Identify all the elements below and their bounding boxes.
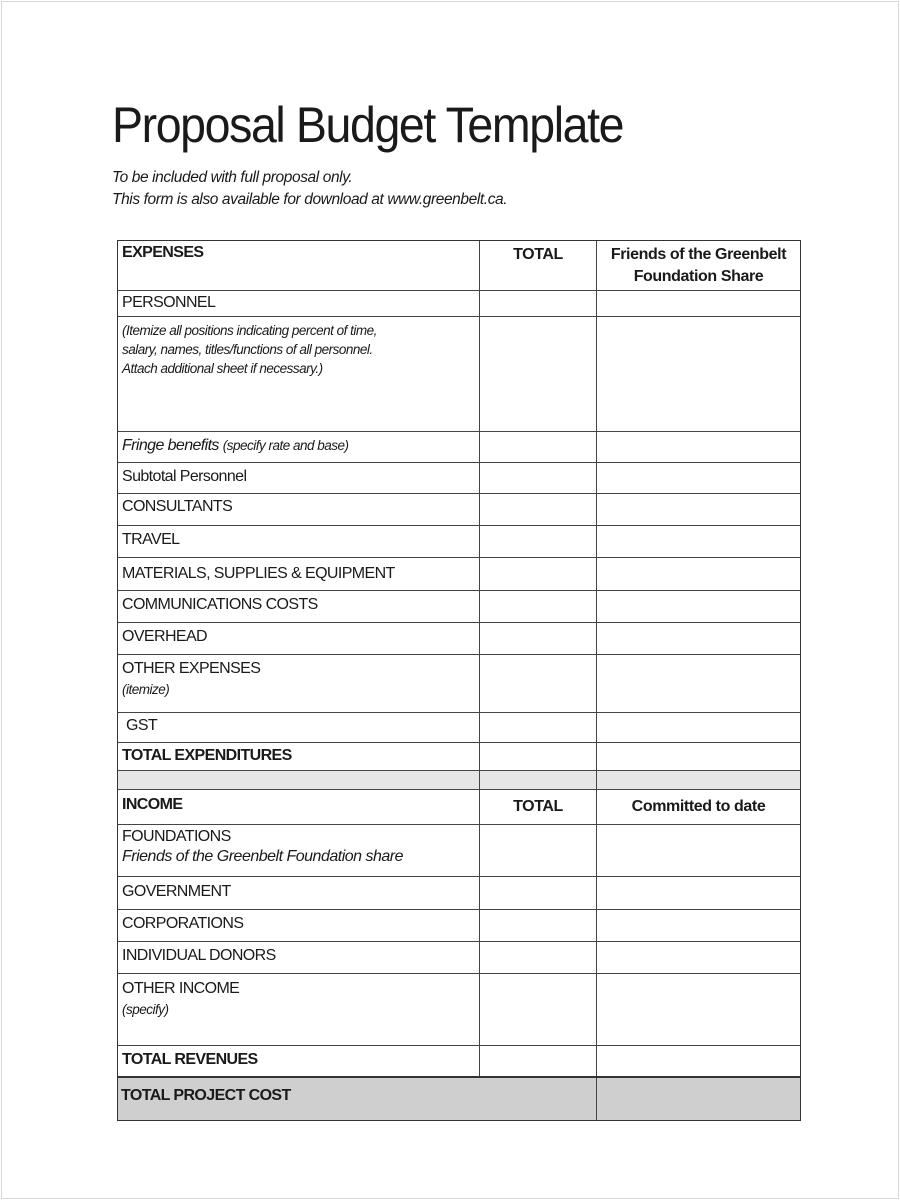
communications-label: COMMUNICATIONS COSTS bbox=[122, 596, 318, 613]
corporations-total-cell[interactable] bbox=[480, 910, 597, 941]
budget-table bbox=[117, 240, 801, 1121]
total-revenues-total-cell[interactable] bbox=[480, 1046, 597, 1076]
other-expenses-label: OTHER EXPENSES bbox=[122, 660, 261, 677]
other-income-label: OTHER INCOME bbox=[122, 980, 240, 997]
overhead-share-cell[interactable] bbox=[597, 623, 800, 654]
subtotal-total-cell[interactable] bbox=[480, 463, 597, 493]
total-revenues-row bbox=[118, 1046, 800, 1078]
corporations-row bbox=[118, 910, 800, 942]
total-expenditures-share-cell[interactable] bbox=[597, 743, 800, 770]
total-project-cost-row bbox=[118, 1078, 800, 1120]
other-income-total-cell[interactable] bbox=[480, 974, 597, 1045]
other-expenses-note: (itemize) bbox=[122, 682, 170, 697]
personnel-total-cell[interactable] bbox=[480, 291, 597, 316]
total-expenditures-total-cell[interactable] bbox=[480, 743, 597, 770]
individual-donors-row bbox=[118, 942, 800, 974]
overhead-row bbox=[118, 623, 800, 655]
fringe-total-cell[interactable] bbox=[480, 432, 597, 462]
itemize-share-cell[interactable] bbox=[597, 317, 800, 431]
travel-total-cell[interactable] bbox=[480, 526, 597, 557]
personnel-share-cell[interactable] bbox=[597, 291, 800, 316]
government-committed-cell[interactable] bbox=[597, 877, 800, 909]
total-expenditures-row bbox=[118, 743, 800, 771]
other-expenses-total-cell[interactable] bbox=[480, 655, 597, 712]
materials-total-cell[interactable] bbox=[480, 558, 597, 590]
materials-share-cell[interactable] bbox=[597, 558, 800, 590]
expenses-header-row bbox=[118, 241, 800, 291]
total-project-cost-label: TOTAL PROJECT COST bbox=[121, 1087, 291, 1104]
note-included: To be included with full proposal only. bbox=[112, 169, 353, 186]
other-income-row bbox=[118, 974, 800, 1046]
foundation-share-heading: Friends of the Greenbelt Foundation Share bbox=[610, 246, 787, 285]
foundations-row bbox=[118, 825, 800, 877]
overhead-label: OVERHEAD bbox=[122, 628, 207, 645]
travel-row bbox=[118, 526, 800, 558]
government-total-cell[interactable] bbox=[480, 877, 597, 909]
subtotal-share-cell[interactable] bbox=[597, 463, 800, 493]
page bbox=[1, 1, 899, 1199]
gst-label: GST bbox=[126, 717, 158, 734]
consultants-total-cell[interactable] bbox=[480, 494, 597, 525]
gst-share-cell[interactable] bbox=[597, 713, 800, 742]
fringe-row bbox=[118, 432, 800, 463]
foundations-label: FOUNDATIONS bbox=[122, 828, 231, 845]
communications-total-cell[interactable] bbox=[480, 591, 597, 622]
expenses-heading: EXPENSES bbox=[122, 244, 204, 261]
consultants-row bbox=[118, 494, 800, 526]
fringe-share-cell[interactable] bbox=[597, 432, 800, 462]
travel-label: TRAVEL bbox=[122, 531, 180, 548]
consultants-share-cell[interactable] bbox=[597, 494, 800, 525]
subtotal-personnel-label: Subtotal Personnel bbox=[122, 468, 247, 485]
materials-label: MATERIALS, SUPPLIES & EQUIPMENT bbox=[122, 565, 395, 582]
itemize-note-line2: salary, names, titles/functions of all personnel. bbox=[122, 342, 373, 357]
personnel-label: PERSONNEL bbox=[122, 294, 216, 311]
other-income-committed-cell[interactable] bbox=[597, 974, 800, 1045]
expenses-total-heading: TOTAL bbox=[480, 241, 597, 290]
total-expenditures-label: TOTAL EXPENDITURES bbox=[122, 747, 292, 764]
itemize-row bbox=[118, 317, 800, 432]
note-download: This form is also available for download at www.greenbelt.ca. bbox=[112, 191, 508, 208]
communications-share-cell[interactable] bbox=[597, 591, 800, 622]
communications-row bbox=[118, 591, 800, 623]
individual-donors-total-cell[interactable] bbox=[480, 942, 597, 973]
separator-row bbox=[118, 771, 800, 790]
materials-row bbox=[118, 558, 800, 591]
page-title: Proposal Budget Template bbox=[112, 97, 624, 153]
fringe-label: Fringe benefits bbox=[122, 437, 219, 454]
government-row bbox=[118, 877, 800, 910]
income-total-heading: TOTAL bbox=[480, 790, 597, 824]
consultants-label: CONSULTANTS bbox=[122, 498, 233, 515]
total-revenues-committed-cell[interactable] bbox=[597, 1046, 800, 1076]
income-header-row bbox=[118, 790, 800, 825]
other-expenses-row bbox=[118, 655, 800, 713]
individual-donors-committed-cell[interactable] bbox=[597, 942, 800, 973]
foundations-committed-cell[interactable] bbox=[597, 825, 800, 876]
foundations-sub: Friends of the Greenbelt Foundation share bbox=[122, 848, 404, 865]
corporations-committed-cell[interactable] bbox=[597, 910, 800, 941]
government-label: GOVERNMENT bbox=[122, 883, 231, 900]
committed-heading: Committed to date bbox=[631, 798, 766, 815]
other-income-note: (specify) bbox=[122, 1002, 169, 1017]
gst-total-cell[interactable] bbox=[480, 713, 597, 742]
fringe-note: (specify rate and base) bbox=[222, 438, 349, 453]
other-expenses-share-cell[interactable] bbox=[597, 655, 800, 712]
corporations-label: CORPORATIONS bbox=[122, 915, 244, 932]
itemize-note-line1: (Itemize all positions indicating percent of time, bbox=[122, 323, 377, 338]
subtotal-personnel-row bbox=[118, 463, 800, 494]
overhead-total-cell[interactable] bbox=[480, 623, 597, 654]
personnel-row bbox=[118, 291, 800, 317]
total-revenues-label: TOTAL REVENUES bbox=[122, 1051, 258, 1068]
income-heading: INCOME bbox=[122, 796, 183, 813]
itemize-total-cell[interactable] bbox=[480, 317, 597, 431]
foundations-total-cell[interactable] bbox=[480, 825, 597, 876]
travel-share-cell[interactable] bbox=[597, 526, 800, 557]
gst-row bbox=[118, 713, 800, 743]
total-project-cost-cell[interactable] bbox=[597, 1078, 800, 1120]
itemize-note-line3: Attach additional sheet if necessary.) bbox=[122, 361, 323, 376]
individual-donors-label: INDIVIDUAL DONORS bbox=[122, 947, 276, 964]
